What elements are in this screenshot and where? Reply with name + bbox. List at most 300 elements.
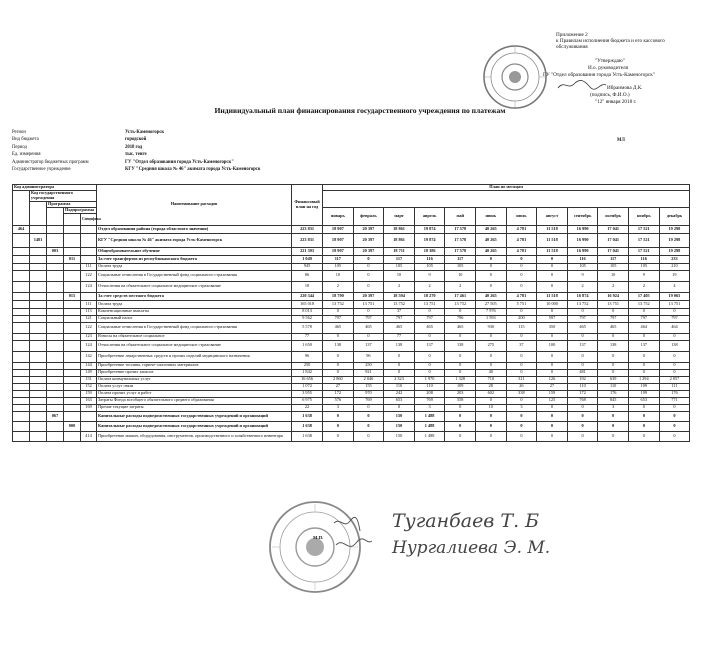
month-value: 0 [506, 281, 537, 292]
approved-label: "Утверждаю" [595, 58, 625, 64]
hdr-month: ноябрь [628, 207, 659, 225]
code-subprogram [64, 369, 81, 376]
approver-role: И.о. руководителя [588, 65, 629, 71]
hdr-month: январь [323, 207, 354, 225]
month-value: 138 [659, 340, 690, 351]
month-value: 2 [567, 281, 598, 292]
month-value: 40 265 [476, 247, 507, 255]
code-institution [30, 263, 47, 270]
month-value: 2 [384, 281, 415, 292]
month-value: 9 [628, 270, 659, 281]
month-value: 639 [598, 376, 629, 383]
month-value: 0 [628, 369, 659, 376]
month-value: 0 [476, 351, 507, 362]
month-value: 0 [537, 411, 568, 421]
month-value: 159 [537, 390, 568, 397]
code-specific [81, 421, 97, 431]
month-value: 4 781 [506, 247, 537, 255]
code-specific [81, 247, 97, 255]
month-value: 17 405 [628, 292, 659, 300]
month-value: 203 [445, 390, 476, 397]
code-program [47, 376, 64, 383]
month-value: 0 [445, 351, 476, 362]
month-value: 0 [506, 421, 537, 431]
approval-date: "12" января 2018 г. [595, 99, 637, 105]
month-value: 0 [537, 281, 568, 292]
month-value: 0 [476, 281, 507, 292]
month-value: 19 298 [659, 247, 690, 255]
code-institution [30, 270, 47, 281]
month-value: 769 [353, 397, 384, 404]
annual-value: 1 072 [292, 383, 323, 390]
month-value: 13 751 [414, 300, 445, 308]
month-value: 10 [476, 404, 507, 411]
month-value: 155 [353, 383, 384, 390]
code-institution [30, 397, 47, 404]
month-value: 138 [323, 340, 354, 351]
meta-label: Государственное учреждение [12, 167, 71, 173]
month-value: 126 [537, 376, 568, 383]
month-value: 797 [353, 315, 384, 322]
month-value: 0 [353, 308, 384, 315]
month-value: 13 751 [598, 300, 629, 308]
month-value: 0 [353, 263, 384, 270]
month-value: 797 [598, 315, 629, 322]
code-admin [13, 292, 30, 300]
code-specific [81, 411, 97, 421]
month-value: 192 [567, 376, 598, 383]
code-specific: 111 [81, 300, 97, 308]
month-value: 0 [353, 333, 384, 340]
month-value: 28 [476, 383, 507, 390]
month-value: 797 [567, 315, 598, 322]
code-admin [13, 333, 30, 340]
code-program [47, 390, 64, 397]
month-value: 0 [445, 421, 476, 431]
month-value: 3 [323, 404, 354, 411]
code-admin [13, 383, 30, 390]
month-value: 558 [445, 397, 476, 404]
month-value: 576 [323, 397, 354, 404]
month-value: 771 [659, 397, 690, 404]
expense-name: За счет трансфертов из республиканского бюджета [97, 255, 292, 263]
code-subprogram: 011 [64, 255, 81, 263]
expense-name: Прочие текущие затраты [97, 404, 292, 411]
month-value: 18 907 [323, 247, 354, 255]
month-value: 4 781 [506, 233, 537, 247]
month-value: 0 [506, 411, 537, 421]
code-program [47, 315, 64, 322]
month-value: 20 397 [353, 292, 384, 300]
expense-name: Социальный налог [97, 315, 292, 322]
code-specific: 123 [81, 333, 97, 340]
month-value: 116 [414, 255, 445, 263]
month-value: 0 [598, 411, 629, 421]
annual-value: 945 [292, 263, 323, 270]
month-value: 465 [598, 322, 629, 333]
month-value: 311 [506, 376, 537, 383]
month-value: 0 [476, 397, 507, 404]
code-subprogram: 015 [64, 292, 81, 300]
month-value: 10 [598, 270, 629, 281]
month-value: 0 [445, 431, 476, 441]
month-value: 26 [506, 383, 537, 390]
month-value: 0 [537, 255, 568, 263]
month-value: 0 [537, 404, 568, 411]
month-value: 0 [323, 411, 354, 421]
month-value: 1 294 [628, 376, 659, 383]
month-value: 17 521 [628, 233, 659, 247]
month-value: 10 [323, 270, 354, 281]
month-value: 17 521 [628, 247, 659, 255]
month-value: 13 752 [628, 300, 659, 308]
month-value: 9 [414, 270, 445, 281]
expense-name: Оплата труда [97, 263, 292, 270]
code-subprogram [64, 411, 81, 421]
month-value: 0 [323, 369, 354, 376]
month-value: 172 [323, 390, 354, 397]
month-value: 0 [628, 333, 659, 340]
code-admin [13, 308, 30, 315]
month-value: 0 [659, 404, 690, 411]
month-value: 464 [628, 322, 659, 333]
month-value: 40 265 [476, 233, 507, 247]
month-value: 0 [476, 333, 507, 340]
code-program [47, 404, 64, 411]
code-admin: 464 [13, 225, 30, 233]
code-subprogram [64, 270, 81, 281]
page-title: Индивидуальный план финансирования государственного учреждения по платежам [214, 106, 506, 115]
month-value: 40 265 [476, 292, 507, 300]
month-value: 10 [445, 270, 476, 281]
month-value: 27 505 [476, 300, 507, 308]
month-value: 0 [445, 362, 476, 369]
month-value: 2 [628, 281, 659, 292]
code-program [47, 233, 64, 247]
meta-label: Регион [12, 130, 26, 135]
month-value: 797 [323, 315, 354, 322]
hdr-month: сентябрь [567, 207, 598, 225]
code-specific: 142 [81, 351, 97, 362]
hdr-month: июль [506, 207, 537, 225]
month-value: 0 [414, 308, 445, 315]
expense-name: Приобретение топлива, горюче-смазочных материалов [97, 362, 292, 369]
month-value: 0 [628, 404, 659, 411]
annual-value: 1 638 [292, 431, 323, 441]
hdr-institution-code: Код государственного учреждения [30, 191, 97, 202]
hdr-monthly-plan: План по месяцам [323, 185, 690, 191]
table-row [13, 333, 690, 340]
code-institution [30, 281, 47, 292]
code-specific: 124 [81, 281, 97, 292]
month-value: 465 [567, 322, 598, 333]
month-value: 18 386 [414, 247, 445, 255]
month-value: 20 397 [353, 247, 384, 255]
code-specific [81, 233, 97, 247]
month-value: 0 [659, 431, 690, 441]
meta-value: тыс. тенге [125, 152, 147, 158]
expense-name: Общеобразовательное обучение [97, 247, 292, 255]
month-value: 117 [384, 255, 415, 263]
code-institution [30, 308, 47, 315]
month-value: 111 [659, 383, 690, 390]
month-value: 11 518 [537, 233, 568, 247]
month-value: 338 [506, 390, 537, 397]
month-value: 2 860 [323, 376, 354, 383]
annual-value: 1 650 [292, 340, 323, 351]
code-admin [13, 233, 30, 247]
code-institution: 1481 [30, 233, 47, 247]
signature-director: Туганбаев Т. Б [392, 510, 540, 532]
table-row [13, 255, 690, 263]
expense-name: Оплата коммунальных услуг [97, 376, 292, 383]
hdr-specific: Специфика [81, 213, 97, 225]
code-subprogram [64, 315, 81, 322]
table-row [13, 263, 690, 270]
annual-value: 1 049 [292, 255, 323, 263]
code-institution [30, 225, 47, 233]
code-institution [30, 390, 47, 397]
code-program [47, 431, 64, 441]
code-program [47, 322, 64, 333]
month-value: 0 [445, 411, 476, 421]
code-subprogram [64, 390, 81, 397]
expense-name: Взносы на обязательное социальное [97, 333, 292, 340]
month-value: 0 [567, 362, 598, 369]
table-row [13, 281, 690, 292]
code-institution [30, 369, 47, 376]
expense-name: Затраты Фонда всеобщего обязательного среднего образования [97, 397, 292, 404]
month-value: 17 521 [628, 225, 659, 233]
month-value: 0 [506, 308, 537, 315]
month-value: 18 711 [384, 247, 415, 255]
month-value: 797 [384, 315, 415, 322]
month-value: 0 [476, 263, 507, 270]
month-value: 797 [414, 315, 445, 322]
month-value: 13 751 [353, 300, 384, 308]
month-value: 233 [659, 255, 690, 263]
month-value: 0 [384, 351, 415, 362]
approver-signature [556, 78, 608, 92]
code-admin [13, 431, 30, 441]
month-value: 16 874 [567, 292, 598, 300]
month-value: 11 518 [537, 225, 568, 233]
code-program: 003 [47, 247, 64, 255]
month-value: 0 [598, 333, 629, 340]
table-row [13, 369, 690, 376]
code-program [47, 333, 64, 340]
hdr-expense-name: Наименование расходов [97, 185, 292, 226]
month-value: 2 046 [353, 376, 384, 383]
month-value: 2 [598, 281, 629, 292]
code-admin [13, 376, 30, 383]
month-value: 138 [445, 340, 476, 351]
code-institution [30, 292, 47, 300]
signature-accountant: Нургалиева Э. М. [392, 538, 551, 558]
code-institution [30, 315, 47, 322]
month-value: 465 [414, 322, 445, 333]
month-value: 199 [628, 390, 659, 397]
month-value: 0 [537, 431, 568, 441]
month-value: 37 [384, 308, 415, 315]
month-value: 19 874 [414, 225, 445, 233]
code-specific: 122 [81, 270, 97, 281]
month-value: 17 461 [445, 292, 476, 300]
code-specific [81, 225, 97, 233]
month-value: 0 [628, 411, 659, 421]
annual-value: 16 656 [292, 376, 323, 383]
annual-value: 223 831 [292, 233, 323, 247]
month-value: 0 [353, 421, 384, 431]
month-value: 13 752 [384, 300, 415, 308]
code-program [47, 421, 64, 431]
code-program [47, 362, 64, 369]
meta-label: Ед. измерения [12, 152, 41, 158]
month-value: 1 488 [414, 421, 445, 431]
month-value: 0 [659, 308, 690, 315]
hdr-month: октябрь [598, 207, 629, 225]
month-value: 137 [628, 340, 659, 351]
code-subprogram [64, 383, 81, 390]
code-subprogram [64, 404, 81, 411]
code-subprogram: 000 [64, 421, 81, 431]
table-row [13, 362, 690, 369]
month-value: 0 [506, 270, 537, 281]
appendix-label: Приложение 2 [556, 32, 588, 38]
code-institution [30, 333, 47, 340]
hdr-program: Программа [47, 201, 97, 207]
code-admin [13, 404, 30, 411]
expense-name: Социальные отчисления в Государственный фонд социального страхования [97, 270, 292, 281]
month-value: 105 [384, 263, 415, 270]
code-admin [13, 315, 30, 322]
month-value: 19 065 [659, 292, 690, 300]
code-subprogram [64, 333, 81, 340]
code-subprogram [64, 362, 81, 369]
month-value: 150 [384, 421, 415, 431]
month-value: 0 [353, 255, 384, 263]
month-value: 0 [567, 411, 598, 421]
month-value: 768 [567, 397, 598, 404]
month-value: 1 970 [414, 376, 445, 383]
table-row [13, 225, 690, 233]
month-value: 242 [384, 390, 415, 397]
code-program [47, 340, 64, 351]
month-value: 17 578 [445, 225, 476, 233]
expense-name: Социальные отчисления в Государственный фонд социального страхования [97, 322, 292, 333]
month-value: 0 [476, 362, 507, 369]
month-value: 110 [414, 383, 445, 390]
month-value: 4 [659, 281, 690, 292]
annual-value: 22 [292, 404, 323, 411]
expense-name: Отчисления на обязательное социальное медицинское страхование [97, 340, 292, 351]
month-value: 0 [476, 255, 507, 263]
month-value: 19 [659, 270, 690, 281]
month-value: 40 [476, 369, 507, 376]
month-value: 465 [353, 322, 384, 333]
signature-hint: (подпись, Ф.И.О.) [590, 92, 630, 98]
code-admin [13, 255, 30, 263]
month-value: 7 976 [476, 308, 507, 315]
month-value: 5 751 [506, 300, 537, 308]
month-value: 930 [476, 322, 507, 333]
code-specific [81, 292, 97, 300]
month-value: 0 [659, 351, 690, 362]
signature-scribbles [330, 515, 390, 559]
month-value: 0 [476, 270, 507, 281]
month-value: 0 [598, 369, 629, 376]
code-program [47, 255, 64, 263]
code-institution [30, 411, 47, 421]
table-row [13, 376, 690, 383]
month-value: 19 874 [414, 233, 445, 247]
month-value: 0 [476, 421, 507, 431]
month-value: 653 [628, 397, 659, 404]
month-value: 797 [659, 315, 690, 322]
month-value: 0 [537, 308, 568, 315]
code-specific: 111 [81, 263, 97, 270]
month-value: 18 907 [323, 233, 354, 247]
month-value: 845 [598, 397, 629, 404]
month-value: 597 [537, 315, 568, 322]
month-value: 0 [537, 362, 568, 369]
code-program [47, 308, 64, 315]
hdr-admin-code: Код администратора [13, 185, 97, 191]
official-seal-top [482, 44, 548, 110]
month-value: 16 990 [567, 247, 598, 255]
code-admin [13, 351, 30, 362]
expense-name: Капитальные расходы подведомственных государственных учреждений и организаций [97, 421, 292, 431]
month-value: 0 [414, 369, 445, 376]
code-admin [13, 369, 30, 376]
month-value: 17 041 [598, 247, 629, 255]
month-value: 250 [353, 362, 384, 369]
month-value: 0 [537, 333, 568, 340]
month-value: 0 [537, 263, 568, 270]
month-value: 0 [567, 404, 598, 411]
month-value: 9 [567, 270, 598, 281]
month-value: 465 [384, 322, 415, 333]
month-value: 13 751 [659, 300, 690, 308]
month-value: 150 [384, 411, 415, 421]
annual-value: 18 [292, 281, 323, 292]
code-admin [13, 362, 30, 369]
month-value: 0 [567, 421, 598, 431]
month-value: 0 [537, 369, 568, 376]
hdr-month: август [537, 207, 568, 225]
rules-reference: к Правилам исполнения бюджета и его кассового [556, 38, 665, 44]
code-subprogram [64, 281, 81, 292]
expense-name: Приобретение прочих запасов [97, 369, 292, 376]
annual-value: 1 638 [292, 421, 323, 431]
month-value: 602 [476, 390, 507, 397]
month-value: 0 [384, 369, 415, 376]
month-value: 0 [506, 333, 537, 340]
unit-code: МЛ [617, 138, 625, 143]
code-program [47, 263, 64, 270]
table-row [13, 404, 690, 411]
month-value: 970 [353, 390, 384, 397]
month-value: 1 328 [445, 376, 476, 383]
month-value: 0 [598, 308, 629, 315]
month-value: 0 [506, 263, 537, 270]
month-value: 1 593 [476, 315, 507, 322]
code-subprogram [64, 376, 81, 383]
code-admin [13, 281, 30, 292]
month-value: 109 [445, 383, 476, 390]
annual-value: 6 975 [292, 397, 323, 404]
code-specific [81, 255, 97, 263]
